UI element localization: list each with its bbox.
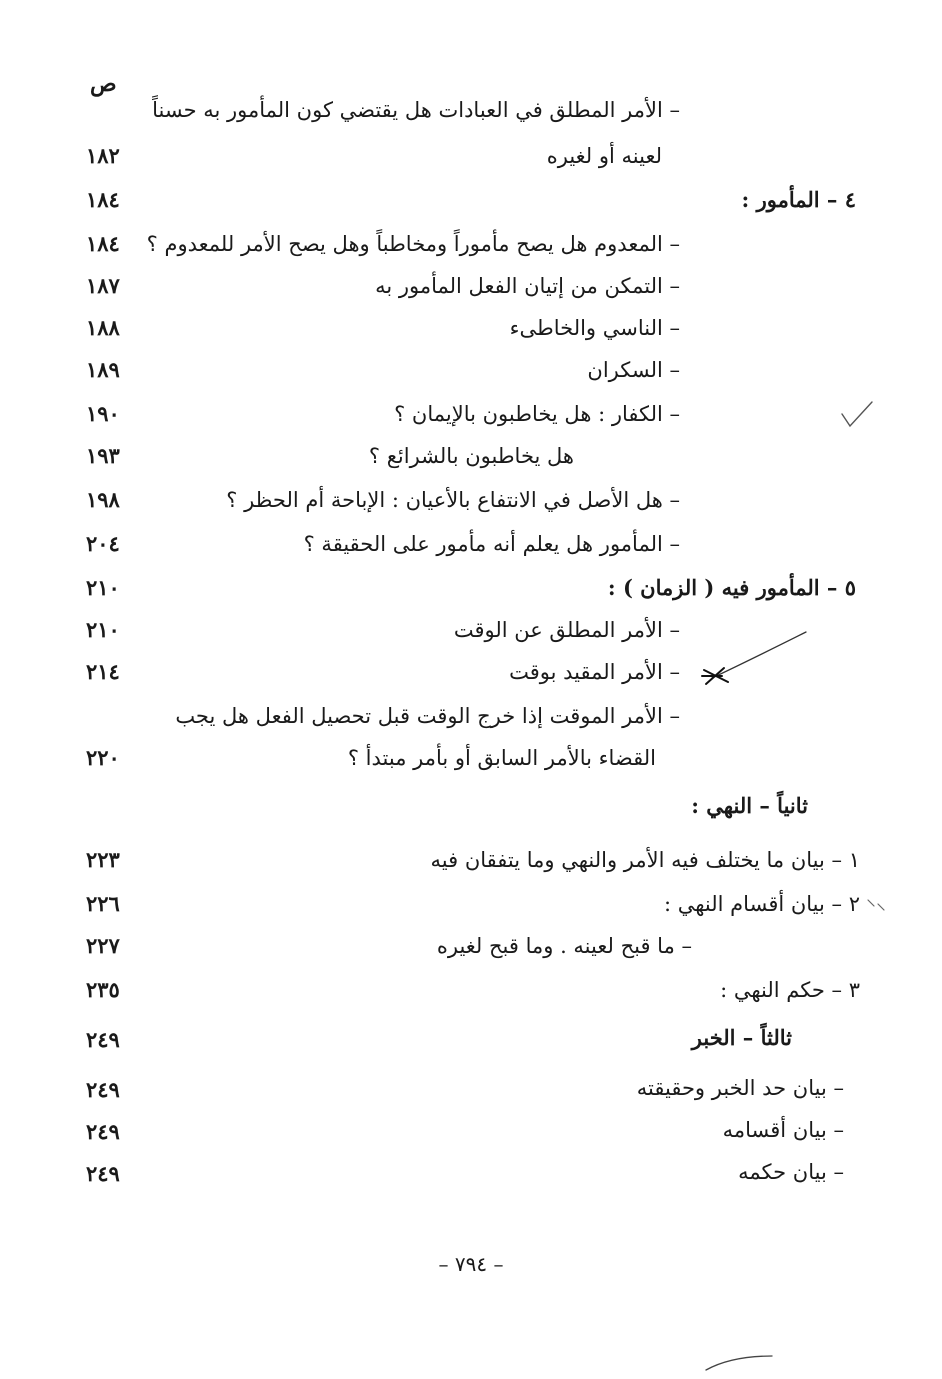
- handwritten-arrow-mark: [698, 626, 810, 690]
- toc-entry-text: – الأمر المطلق في العبادات هل يقتضي كون المأمور به حسناً: [152, 98, 680, 122]
- page-column-header: ص: [90, 71, 117, 97]
- toc-entry-text: – هل الأصل في الانتفاع بالأعيان : الإباحة أم الحظر ؟: [226, 488, 680, 512]
- toc-page-number: ٢٤٩: [86, 1027, 120, 1052]
- toc-entry-text: هل يخاطبون بالشرائع ؟: [368, 444, 574, 468]
- handwritten-tick-mark: [864, 892, 890, 914]
- toc-entry-text: ٢ – بيان أقسام النهي :: [664, 892, 860, 916]
- toc-entry-text: – ما قبح لعينه . وما قبح لغيره: [436, 934, 692, 958]
- page-footer-number: – ٧٩٤ –: [438, 1252, 504, 1276]
- toc-page-number: ١٩٠: [86, 401, 120, 426]
- toc-page-number: ٢١٠: [86, 617, 120, 642]
- handwritten-stroke-mark: [700, 1350, 780, 1376]
- toc-page-number: ٢١٤: [86, 659, 120, 684]
- toc-entry-text: القضاء بالأمر السابق أو بأمر مبتدأ ؟: [347, 746, 656, 770]
- toc-page-number: ٢٤٩: [86, 1077, 120, 1102]
- toc-page-number: ٢٤٩: [86, 1119, 120, 1144]
- toc-page-number: ١٨٨: [86, 315, 120, 340]
- toc-page-number: ٢٢٦: [86, 891, 120, 916]
- toc-part-heading: ثالثاً – الخبر: [691, 1025, 792, 1050]
- toc-entry-text: – الكفار : هل يخاطبون بالإيمان ؟: [394, 402, 680, 426]
- toc-entry-text: ١ – بيان ما يختلف فيه الأمر والنهي وما يتفقان فيه: [430, 848, 860, 872]
- toc-page-number: ١٨٤: [86, 187, 120, 212]
- toc-entry-text: – بيان حد الخبر وحقيقته: [636, 1076, 844, 1100]
- toc-page-number: ٢٢٣: [86, 847, 120, 872]
- toc-entry-text: – الأمر المطلق عن الوقت: [453, 618, 680, 642]
- toc-page-number: ٢٠٤: [86, 531, 120, 556]
- toc-page-number: ١٨٧: [86, 273, 120, 298]
- toc-entry-text: – الأمر المقيد بوقت: [509, 660, 680, 684]
- toc-entry-text: – الأمر الموقت إذا خرج الوقت قبل تحصيل الفعل هل يجب: [175, 704, 680, 728]
- toc-page-number: ١٩٨: [86, 487, 120, 512]
- toc-section-heading: ٥ – المأمور فيه ( الزمان ) :: [607, 575, 856, 600]
- toc-entry-text: – الناسي والخاطىء: [509, 316, 680, 340]
- toc-entry-text: – السكران: [587, 358, 680, 382]
- toc-page-number: ٢٢٠: [86, 745, 120, 770]
- toc-entry-text: – المعدوم هل يصح مأموراً ومخاطباً وهل يصح الأمر للمعدوم ؟: [146, 232, 680, 256]
- toc-page-number: ٢٣٥: [86, 977, 120, 1002]
- toc-entry-text: – المأمور هل يعلم أنه مأمور على الحقيقة ؟: [303, 532, 680, 556]
- toc-entry-text: – التمكن من إتيان الفعل المأمور به: [375, 274, 680, 298]
- handwritten-check-mark: [838, 398, 878, 432]
- toc-page-number: ١٩٣: [86, 443, 120, 468]
- toc-page-number: ١٨٢: [86, 143, 120, 168]
- toc-entry-text: – بيان أقسامه: [722, 1118, 844, 1142]
- toc-entry-text: ٣ – حكم النهي :: [720, 978, 860, 1002]
- toc-section-heading: ٤ – المأمور :: [741, 187, 856, 212]
- toc-part-heading: ثانياً – النهي :: [691, 793, 808, 818]
- toc-entry-text: لعينه أو لغيره: [546, 144, 662, 168]
- toc-page-number: ٢٤٩: [86, 1161, 120, 1186]
- toc-page-number: ٢١٠: [86, 575, 120, 600]
- toc-page-number: ١٨٩: [86, 357, 120, 382]
- toc-entry-text: – بيان حكمه: [738, 1160, 844, 1184]
- toc-page-number: ٢٢٧: [86, 933, 120, 958]
- toc-page-number: ١٨٤: [86, 231, 120, 256]
